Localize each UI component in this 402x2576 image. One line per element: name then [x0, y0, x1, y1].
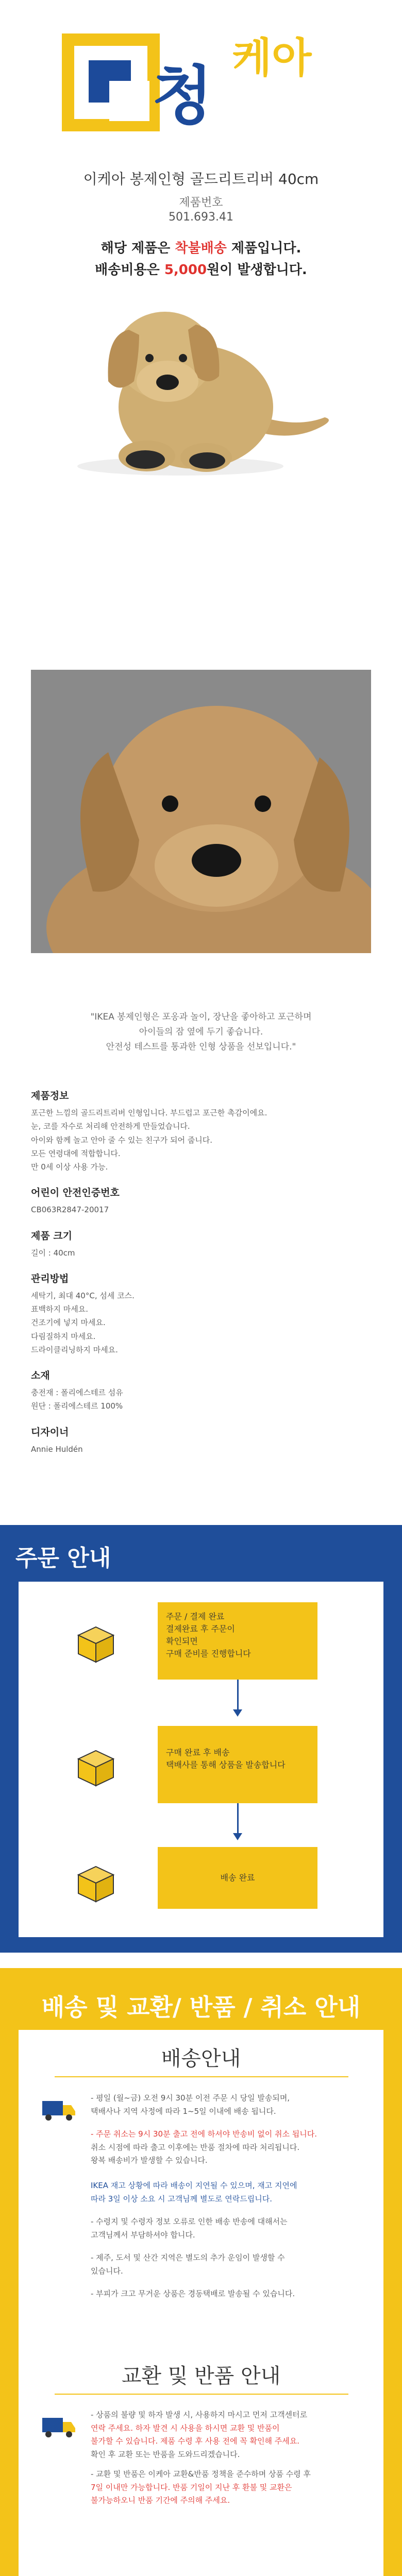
spec-line: 세탁기, 최대 40°C, 섬세 코스.	[31, 1291, 135, 1300]
info-line: - 제주, 도서 및 산간 지역은 별도의 추가 운임이 발생할 수	[91, 2253, 285, 2262]
info-line: 연락 주세요. 하자 발견 시 사용을 하시면 교환 및 반품이	[91, 2423, 280, 2433]
info-line: - 교환 및 반품은 이케아 교환&반품 정책을 준수하며 상품 수령 후	[91, 2469, 311, 2479]
package-icon	[75, 1862, 116, 1904]
fee-pre: 배송비용은	[95, 262, 164, 278]
info-line: 확인 후 교환 또는 반품을 도와드리겠습니다.	[91, 2449, 240, 2459]
info-line: - 평일 (월~금) 오전 9시 30분 이전 주문 시 당일 발송되며,	[91, 2093, 290, 2103]
shipping-returns-section	[0, 1968, 402, 2576]
shipping-returns-body	[19, 2030, 383, 2576]
spec-heading: 제품 크기	[31, 1230, 73, 1242]
step-line: 구매 준비를 진행합니다	[166, 1649, 251, 1658]
order-guide	[0, 1525, 402, 1953]
spec-text	[31, 1106, 371, 1174]
brand-logo	[62, 28, 340, 137]
spec-text: 길이 : 40cm	[31, 1248, 75, 1258]
info-line: 왕복 배송비가 발생할 수 있습니다.	[91, 2156, 208, 2165]
shipping-returns-title: 배송 및 교환/ 반품 / 취소 안내	[41, 1993, 361, 2021]
truck-icon	[41, 2097, 77, 2123]
info-line: 7일 이내만 가능합니다. 반품 기일이 지난 후 환불 및 교환은	[91, 2482, 292, 2492]
order-step-2	[158, 1726, 317, 1803]
product-spec	[31, 1077, 371, 1456]
notice-cod: 착불배송	[175, 241, 227, 256]
shipping-info-3	[91, 2179, 364, 2206]
info-line: - 부피가 크고 무거운 상품은 경동택배로 발송될 수 있습니다.	[91, 2289, 295, 2298]
designer-name: Annie Huldén	[31, 1444, 83, 1454]
product-caption	[41, 1010, 361, 1055]
section-divider	[55, 2076, 348, 2077]
spec-heading: 관리방법	[31, 1273, 69, 1284]
step-line: 배송 완료	[220, 1873, 255, 1883]
spec-line: 모든 연령대에 적합합니다.	[31, 1148, 121, 1158]
spec-line: 아이와 함께 놀고 안아 줄 수 있는 친구가 되어 줍니다.	[31, 1135, 212, 1145]
step-arrow-line	[237, 1803, 239, 1834]
spec-line: 드라이클리닝하지 마세요.	[31, 1345, 118, 1354]
spec-line: 다림질하지 마세요.	[31, 1331, 96, 1341]
spec-heading: 소재	[31, 1370, 50, 1381]
spec-line: 포근한 느낌의 골드리트리버 인형입니다. 부드럽고 포근한 촉감이에요.	[31, 1108, 267, 1117]
info-line: - 상품의 불량 및 하자 발생 시, 사용하지 마시고 먼저 고객센터로	[91, 2410, 308, 2419]
notice-post: 제품입니다.	[226, 241, 301, 256]
spec-heading: 제품정보	[31, 1090, 69, 1101]
shipping-info-5	[91, 2251, 364, 2278]
logo-sub-text: 케아	[232, 34, 312, 82]
fee-post: 원이 발생합니다.	[207, 262, 307, 278]
caption-line: "IKEA 봉제인형은 포옹과 놀이, 장난을 좋아하고 포근하며	[90, 1012, 312, 1022]
spec-line: 충전재 : 폴리에스테르 섬유	[31, 1388, 123, 1397]
spec-line: 건조기에 넣지 마세요.	[31, 1318, 106, 1328]
info-line: - 수령지 및 수령자 정보 오류로 인한 배송 반송에 대해서는	[91, 2217, 288, 2226]
spec-line: 표백하지 마세요.	[31, 1304, 88, 1314]
shipping-info-1	[91, 2092, 364, 2118]
info-line: 고객님께서 부담하셔야 합니다.	[91, 2230, 195, 2240]
info-line: 불가할 수 있습니다. 제품 수령 후 사용 전에 꼭 확인해 주세요.	[91, 2436, 299, 2446]
product-name: 이케아 봉제인형 골드리트리버 40cm	[83, 171, 319, 188]
order-steps	[19, 1582, 383, 1937]
info-line: IKEA 재고 상황에 따라 배송이 지연될 수 있으며, 재고 지연에	[91, 2181, 297, 2190]
product-photo-full	[57, 263, 345, 479]
spec-line: 만 0세 이상 사용 가능.	[31, 1162, 108, 1172]
step-arrow-head	[233, 1709, 242, 1717]
info-line: 불가능하오니 반품 기간에 주의해 주세요.	[91, 2496, 230, 2505]
spec-line: 눈, 코를 자수로 처리해 안전하게 만들었습니다.	[31, 1122, 190, 1131]
spec-line: 원단 : 폴리에스테르 100%	[31, 1401, 123, 1411]
package-icon	[75, 1623, 116, 1664]
shipping-info-4	[91, 2215, 364, 2242]
step-arrow-head	[233, 1833, 242, 1840]
logo-notch	[109, 81, 149, 121]
shipping-info-6	[91, 2287, 364, 2301]
order-step-3	[158, 1847, 317, 1909]
spec-heading: 어린이 안전인증번호	[31, 1187, 120, 1199]
info-line: 있습니다.	[91, 2266, 123, 2276]
returns-info-2	[91, 2468, 364, 2507]
order-guide-title: 주문 안내	[15, 1545, 111, 1571]
step-line: 확인되면	[166, 1636, 198, 1646]
caption-line: 안전성 테스트를 통과한 인형 상품을 선보입니다."	[106, 1041, 296, 1052]
notice-pre: 해당 제품은	[100, 241, 175, 256]
info-line: 따라 3일 이상 소요 시 고객님께 별도로 연락드립니다.	[91, 2194, 272, 2204]
logo-main-text: 청	[152, 59, 213, 132]
step-line: 결제완료 후 주문이	[166, 1624, 235, 1634]
product-number: 501.693.41	[169, 211, 233, 224]
step-line: 택배사를 통해 상품을 발송합니다	[166, 1760, 286, 1770]
order-step-1	[158, 1602, 317, 1680]
fee-amount: 5,000	[164, 262, 207, 278]
brand-header	[0, 0, 402, 165]
shipping-heading: 배송안내	[161, 2047, 241, 2071]
spec-heading: 디자이너	[31, 1426, 69, 1438]
step-line: 구매 완료 후 배송	[166, 1748, 230, 1757]
returns-info-1	[91, 2409, 364, 2461]
package-icon	[75, 1747, 116, 1788]
info-line: - 주문 취소는 9시 30분 출고 전에 하셔야 반송비 없이 취소 됩니다.	[91, 2129, 317, 2139]
logo-mark	[62, 33, 160, 131]
info-line: 택배사나 지역 사정에 따라 1~5일 이내에 배송 됩니다.	[91, 2106, 276, 2116]
spec-text	[31, 1386, 371, 1413]
returns-heading: 교환 및 반품 안내	[121, 2364, 281, 2388]
step-arrow-line	[237, 1680, 239, 1710]
product-photo-closeup	[31, 670, 371, 953]
section-divider	[55, 2394, 348, 2395]
spec-text	[31, 1289, 371, 1357]
info-line: 취소 시점에 따라 출고 이후에는 반품 절차에 따라 처리됩니다.	[91, 2142, 300, 2152]
shipping-info-2	[91, 2128, 364, 2167]
caption-line: 아이들의 잠 옆에 두기 좋습니다.	[139, 1026, 263, 1037]
spec-text: CB063R2847-20017	[31, 1205, 109, 1215]
product-number-label: 제품번호	[179, 196, 223, 209]
truck-icon	[41, 2414, 77, 2439]
step-line: 주문 / 결제 완료	[166, 1612, 225, 1621]
